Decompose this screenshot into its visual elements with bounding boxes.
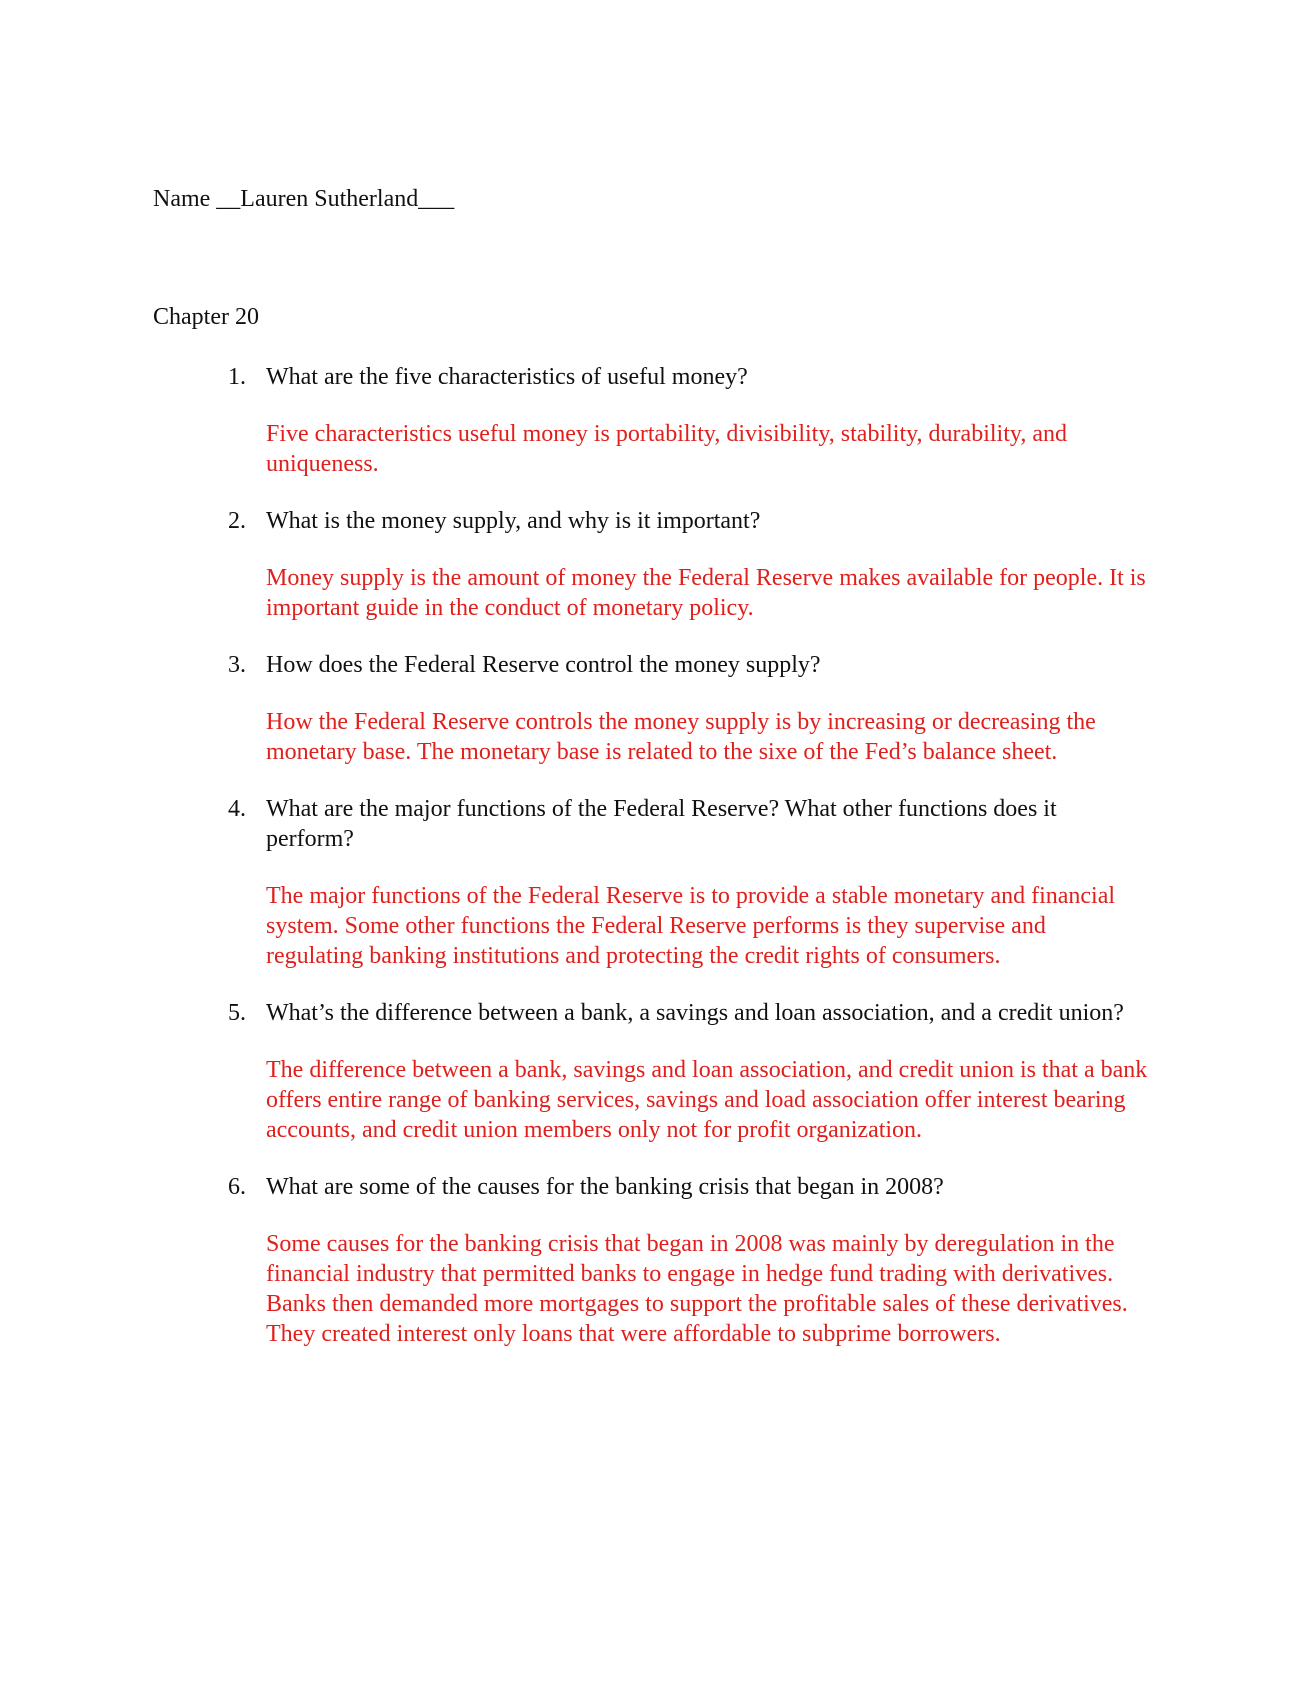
question-number: 4. (228, 796, 246, 822)
question-list (228, 362, 1148, 1376)
question-number: 2. (228, 508, 246, 534)
chapter-heading: Chapter 20 (153, 304, 259, 330)
question-text: What’s the difference between a bank, a savings and loan association, and a credit union? (266, 1000, 1124, 1026)
question-text: What are the five characteristics of useful money? (266, 364, 748, 390)
answer-text: Money supply is the amount of money the Federal Reserve makes available for people. It is important guide in the conduct of monetary policy. (266, 565, 1146, 621)
question-item-1 (228, 362, 1148, 479)
answer-text: How the Federal Reserve controls the money supply is by increasing or decreasing the monetary base. The monetary base is related to the sixe of the Fed’s balance sheet. (266, 709, 1096, 765)
answer-text: Some causes for the banking crisis that began in 2008 was mainly by deregulation in the financial industry that permitted banks to engage in hedge fund trading with derivatives. Banks then demanded more mortgages to support the profitable sales of these derivatives. They created interest only loans that were affordable to subprime borrowers. (266, 1231, 1128, 1347)
question-item-2 (228, 506, 1148, 623)
question-item-3 (228, 650, 1148, 767)
question-text: How does the Federal Reserve control the money supply? (266, 652, 821, 678)
answer-text: The difference between a bank, savings and loan association, and credit union is that a bank offers entire range of banking services, savings and load association offer interest bearing accounts, and credit union members only not for profit organization. (266, 1057, 1148, 1143)
answer-text: The major functions of the Federal Reserve is to provide a stable monetary and financial system. Some other functions the Federal Reserve performs is they supervise and regulating banking institutions and protecting the credit rights of consumers. (266, 883, 1116, 969)
student-name-line: Name __Lauren Sutherland___ (153, 186, 455, 212)
question-text: What are the major functions of the Federal Reserve? What other functions does it perform? (266, 796, 1057, 852)
question-item-5 (228, 998, 1148, 1145)
answer-text: Five characteristics useful money is portability, divisibility, stability, durability, and uniqueness. (266, 421, 1067, 477)
question-text: What is the money supply, and why is it important? (266, 508, 761, 534)
question-number: 3. (228, 652, 246, 678)
question-number: 1. (228, 364, 246, 390)
question-item-6 (228, 1172, 1148, 1349)
question-item-4 (228, 794, 1148, 971)
question-text: What are some of the causes for the banking crisis that began in 2008? (266, 1174, 944, 1200)
question-number: 5. (228, 1000, 246, 1026)
question-number: 6. (228, 1174, 246, 1200)
